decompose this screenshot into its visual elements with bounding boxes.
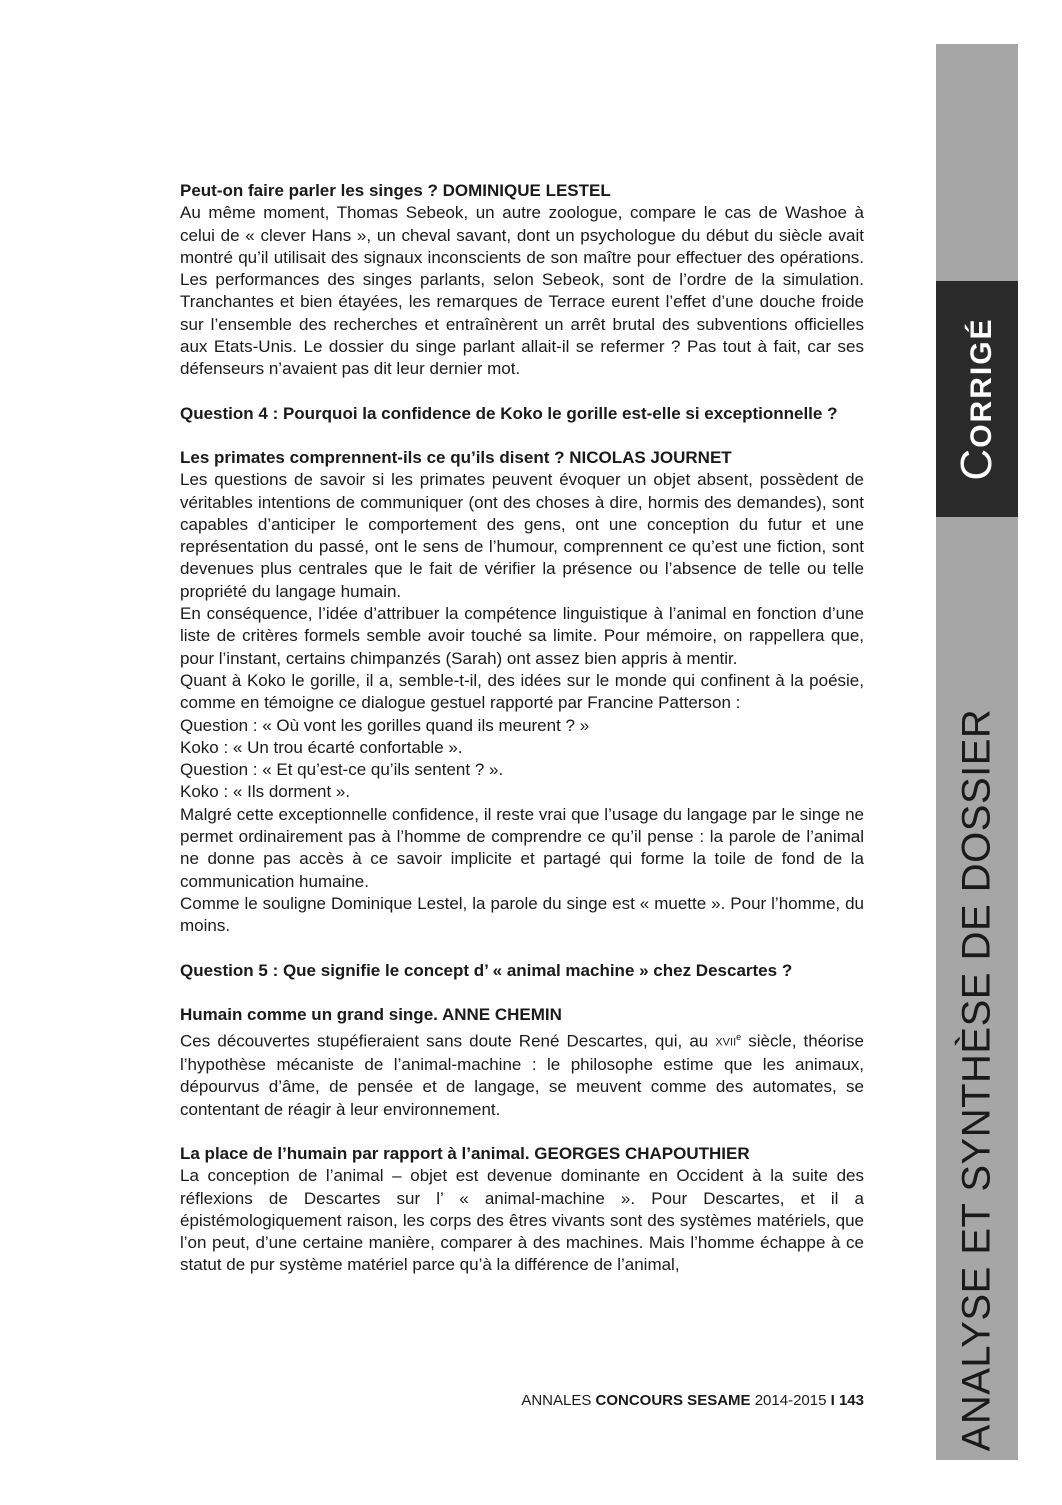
- paragraph-end: siècle, théorise l’hypothèse mécaniste de l’animal-machine : le philosophe estime que les animaux, dépourvus d’âme, de pensée et de langage, se meuvent comme des automates, se contentant de réagir à leur environnement.: [180, 1031, 864, 1119]
- corrige-initial: C: [952, 447, 1001, 481]
- footer-concours: CONCOURS SESAME: [595, 1392, 751, 1409]
- section-heading: Peut-on faire parler les singes ? DOMINIQUE LESTEL: [180, 181, 611, 200]
- paragraph: [180, 1026, 864, 1121]
- paragraph: Quant à Koko le gorille, il a, semble-t-il, des idées sur le monde qui confinent à la poésie, comme en témoigne ce dialogue gestuel rapporté par Francine Patterson :: [180, 670, 864, 713]
- footer-separator: I: [830, 1392, 835, 1409]
- section-heading: Humain comme un grand singe. ANNE CHEMIN: [180, 1004, 562, 1024]
- corrige-label: [952, 317, 1002, 480]
- corrige-rest: ORRIGÉ: [965, 317, 998, 448]
- century-numeral: XVII: [715, 1036, 737, 1049]
- paragraph: En conséquence, l’idée d’attribuer la compétence linguistique à l’animal en fonction d’une liste de critères formels semble avoir touché sa limite. Pour mémoire, on rappellera que, pour l’instant, certains chimpanzés (Sarah) ont assez bien appris à mentir.: [180, 604, 864, 668]
- section-heading: Les primates comprennent-ils ce qu’ils disent ? NICOLAS JOURNET: [180, 447, 732, 467]
- question-heading: Question 5 : Que signifie le concept d’ « animal machine » chez Descartes ?: [180, 960, 793, 980]
- article-body: [180, 180, 864, 1277]
- paragraph: Comme le souligne Dominique Lestel, la parole du singe est « muette ». Pour l’homme, du moins.: [180, 893, 864, 936]
- paragraph: Malgré cette exceptionnelle confidence, il reste vrai que l’usage du langage par le singe ne permet ordinairement pas à l’homme de comprendre ce qu’il pense : la parole de l’animal ne donne pas accès à ce savoir implicite et partagé qui forme la toile de fond de la communication humaine.: [180, 804, 864, 891]
- paragraph: Les questions de savoir si les primates peuvent évoquer un objet absent, possèdent de véritables intentions de communiquer (ont des choses à dire, hormis des demandes), sont capables d’anticiper le comportement des gens, ont une conception du futur et une représentation du passé, ont le sens de l’humour, comprennent ce qu’est une fiction, sont devenues plus centrales que le fait de vérifier la présence ou l’absence de telle ou telle propriété du langage humain.: [180, 470, 864, 601]
- dialogue-line: Koko : « Un trou écarté confortable ».: [180, 737, 463, 757]
- century-superscript: e: [736, 1032, 742, 1043]
- footer-years: 2014-2015: [750, 1392, 831, 1409]
- footer-annales: ANNALES: [521, 1392, 596, 1409]
- paragraph-start: Ces découvertes stupéfieraient sans doute René Descartes, qui, au: [180, 1031, 716, 1051]
- dialogue-line: Koko : « Ils dorment ».: [180, 782, 351, 802]
- dialogue-line: Question : « Et qu’est-ce qu’ils sentent ? ».: [180, 760, 504, 780]
- section-title-vertical: ANALYSE ET SYNTHÈSE DE DOSSIER: [954, 708, 999, 1452]
- section-heading: La place de l’humain par rapport à l’animal. GEORGES CHAPOUTHIER: [180, 1143, 750, 1163]
- paragraph: Au même moment, Thomas Sebeok, un autre zoologue, compare le cas de Washoe à celui de « clever Hans », un cheval savant, dont un psychologue du début du siècle avait montré qu’il utilisait des signaux inconscients de son maître pour effectuer des opérations. Les performances des singes parlants, selon Sebeok, sont de l’ordre de la simulation. Tranchantes et bien étayées, les remarques de Terrace eurent l’effet d’une douche froide sur l’ensemble des recherches et entraînèrent un arrêt brutal des subventions officielles aux Etats-Unis. Le dossier du singe parlant allait-il se refermer ? Pas tout à fait, car ses défenseurs n’avaient pas dit leur dernier mot.: [180, 203, 864, 379]
- page-number: 143: [834, 1392, 864, 1409]
- dialogue-line: Question : « Où vont les gorilles quand ils meurent ? »: [180, 715, 590, 735]
- question-heading: Question 4 : Pourquoi la confidence de Koko le gorille est-elle si exceptionnelle ?: [180, 403, 838, 423]
- page-footer: [180, 1392, 864, 1410]
- paragraph: La conception de l’animal – objet est devenue dominante en Occident à la suite des réflexions de Descartes sur l’ « animal-machine ». Pour Descartes, et il a épistémologiquement raison, les corps des êtres vivants sont des systèmes matériels, que l’on peut, d’une certaine manière, comparer à des machines. Mais l’homme échappe à ce statut de pur système matériel parce qu’à la différence de l’animal,: [180, 1166, 864, 1275]
